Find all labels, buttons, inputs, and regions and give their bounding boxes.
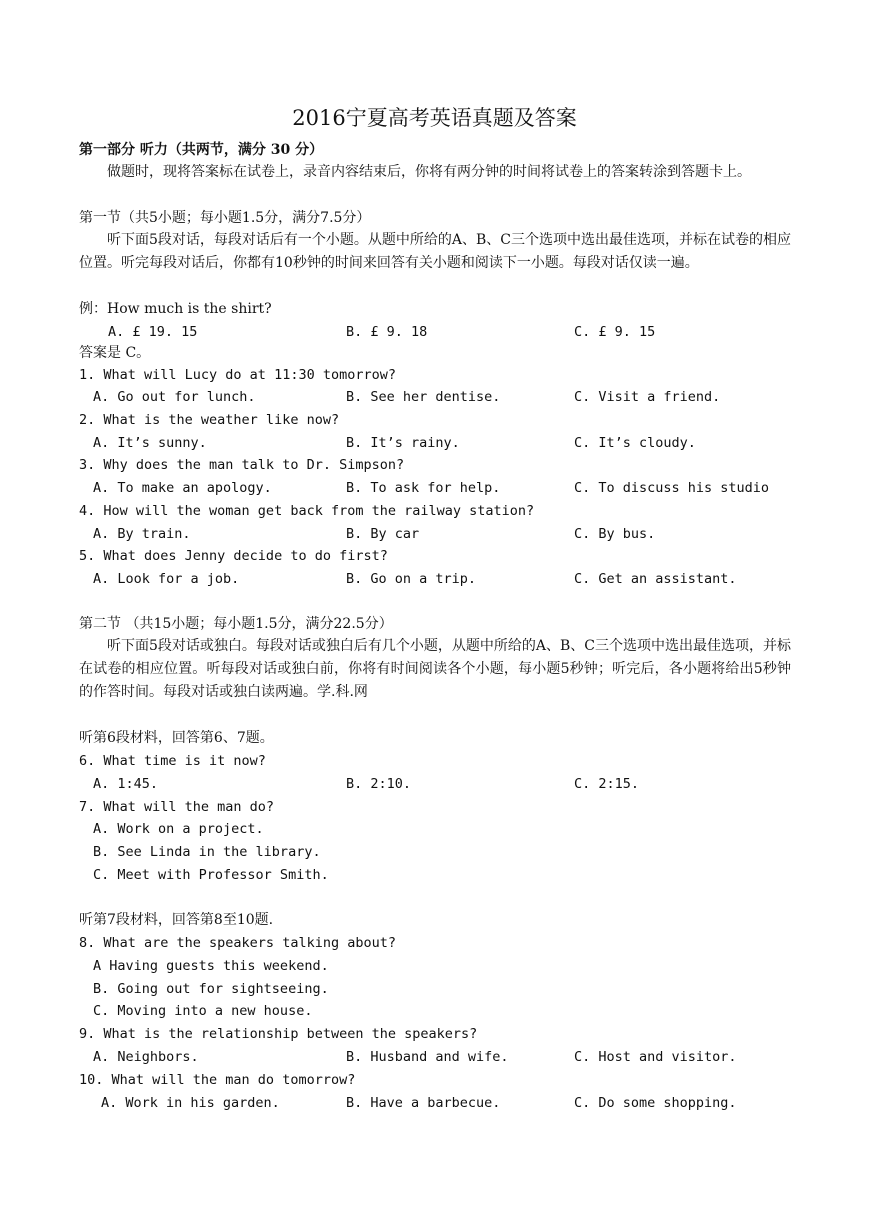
question-5: 5. What does Jenny decide to do first? [79,548,388,564]
example-question: 例：How much is the shirt? [79,301,272,317]
q2-option-a: A. It’s sunny. [93,435,207,451]
q5-option-b: B. Go on a trip. [346,571,477,587]
part1-heading: 第一部分 听力（共两节，满分 30 分） [79,142,324,158]
q3-option-a: A. To make an apology. [93,480,272,496]
intro-paragraph: 做题时，现将答案标在试卷上，录音内容结束后，你将有两分钟的时间将试卷上的答案转涂到答题卡上。 [107,164,751,180]
q2-option-c: C. It’s cloudy. [574,435,696,451]
q6-option-b: B. 2:10. [346,776,412,792]
question-8: 8. What are the speakers talking about? [79,935,396,951]
question-7: 7. What will the man do? [79,799,275,815]
q6-option-c: C. 2:15. [574,776,640,792]
material-6-heading: 听第6段材料，回答第6、7题。 [79,730,274,746]
question-4: 4. How will the woman get back from the railway station? [79,503,535,519]
q2-option-b: B. It’s rainy. [346,435,460,451]
q3-option-c: C. To discuss his studio [574,480,770,496]
q5-option-c: C. Get an assistant. [574,571,737,587]
q8-option-a: A Having guests this weekend. [93,958,329,974]
q4-option-b: B. By car [346,526,420,542]
q10-option-b: B. Have a barbecue. [346,1095,501,1111]
section1-heading: 第一节（共5小题；每小题1.5分，满分7.5分） [79,210,371,226]
question-2: 2. What is the weather like now? [79,412,340,428]
example-option-c: C. £ 9. 15 [574,324,656,340]
q7-option-c: C. Meet with Professor Smith. [93,867,329,883]
question-10: 10. What will the man do tomorrow? [79,1072,356,1088]
q1-option-a: A. Go out for lunch. [93,389,256,405]
question-6: 6. What time is it now? [79,753,266,769]
q9-option-a: A. Neighbors. [93,1049,199,1065]
q7-option-b: B. See Linda in the library. [93,844,321,860]
q8-option-c: C. Moving into a new house. [93,1003,313,1019]
q10-option-a: A. Work in his garden. [101,1095,280,1111]
q7-option-a: A. Work on a project. [93,821,264,837]
q4-option-a: A. By train. [93,526,191,542]
q9-option-c: C. Host and visitor. [574,1049,737,1065]
q5-option-a: A. Look for a job. [93,571,240,587]
q1-option-b: B. See her dentise. [346,389,501,405]
question-9: 9. What is the relationship between the speakers? [79,1026,478,1042]
question-3: 3. Why does the man talk to Dr. Simpson? [79,457,405,473]
q1-option-c: C. Visit a friend. [574,389,721,405]
section2-heading: 第二节 （共15小题；每小题1.5分，满分22.5分） [79,616,393,632]
example-option-b: B. £ 9. 18 [346,324,428,340]
material-7-heading: 听第7段材料，回答第8至10题. [79,912,274,928]
q6-option-a: A. 1:45. [93,776,159,792]
q4-option-c: C. By bus. [574,526,656,542]
question-1: 1. What will Lucy do at 11:30 tomorrow? [79,367,396,383]
section1-instructions: 听下面5段对话，每段对话后有一个小题。从题中所给的A、B、C三个选项中选出最佳选项，并标在试卷的相应位置。听完每段对话后，你都有10秒钟的时间来回答有关小题和阅读下一小题。每段对话仅读一遍。 [79,232,792,271]
example-option-a: A. £ 19. 15 [108,324,198,340]
example-answer: 答案是 C。 [79,345,151,361]
q8-option-b: B. Going out for sightseeing. [93,981,329,997]
q9-option-b: B. Husband and wife. [346,1049,509,1065]
section2-instructions: 听下面5段对话或独白。每段对话或独白后有几个小题，从题中所给的A、B、C三个选项中选出最佳选项，并标在试卷的相应位置。听每段对话或独白前，你将有时间阅读各个小题，每小题5秒钟；听完后，各小题将给出5秒钟的作答时间。每段对话或独白读两遍。学.科.网 [79,638,792,700]
q10-option-c: C. Do some shopping. [574,1095,737,1111]
q3-option-b: B. To ask for help. [346,480,501,496]
page-title: 2016宁夏高考英语真题及答案 [292,106,577,130]
